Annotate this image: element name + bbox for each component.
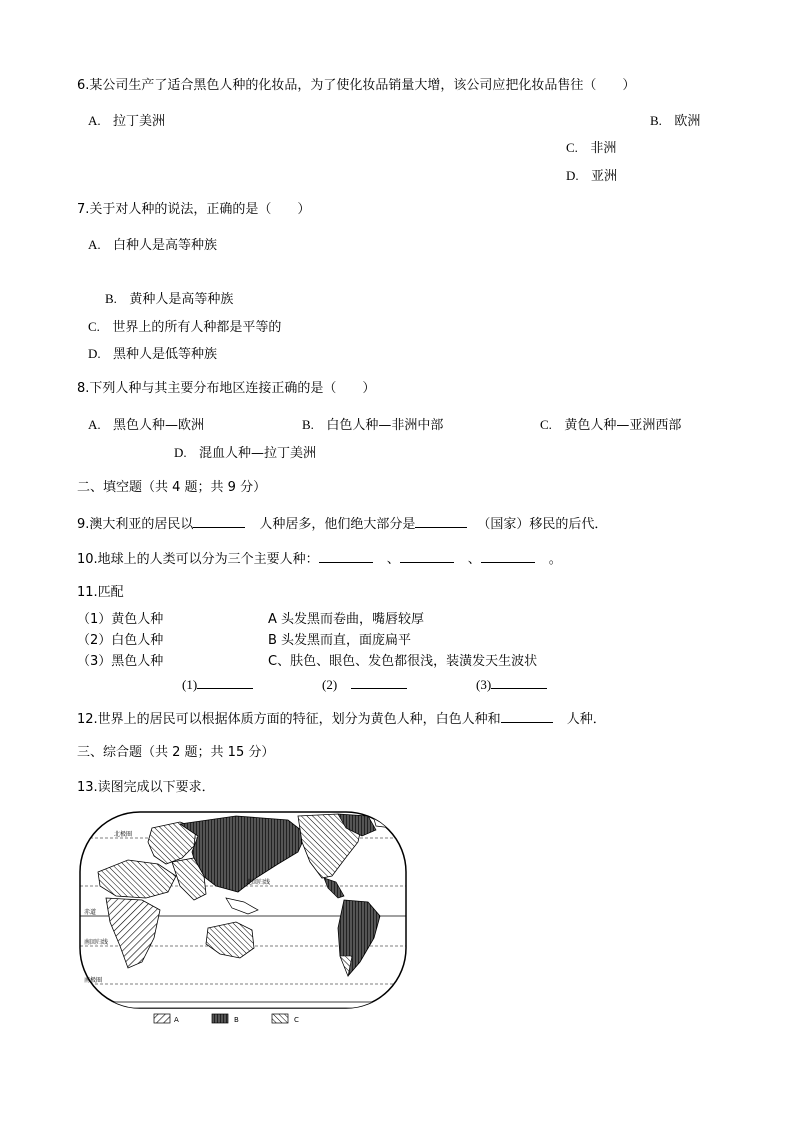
q11-left-1: （1）黄色人种: [77, 612, 164, 627]
legend-swatch-a: [154, 1014, 170, 1023]
q11-left-2: （2）白色人种: [77, 633, 164, 648]
q8-option-b[interactable]: [302, 417, 443, 434]
q6-option-d[interactable]: [566, 168, 617, 185]
label-tropic-cancer: 北回归线: [246, 879, 271, 886]
q9-text-3: （国家）移民的后代．: [477, 517, 608, 532]
q7-option-b[interactable]: [105, 291, 233, 308]
q10-blank-1[interactable]: [319, 550, 373, 563]
q11-right-3: C、肤色、眼色、发色都很浅，装潢发天生波状: [268, 654, 538, 669]
section-heading-comprehensive: 三、综合题（共 2 题；共 15 分）: [77, 745, 275, 760]
option-letter: A.: [88, 237, 101, 252]
q11-answer-label: (2): [322, 677, 338, 692]
option-letter: C.: [540, 417, 552, 432]
q11-blank-2[interactable]: [351, 676, 407, 689]
q9-blank-1[interactable]: [193, 515, 245, 528]
label-arctic-circle: 北极圈: [114, 831, 133, 838]
q7-option-d[interactable]: [88, 346, 217, 363]
q12-text-1: 12.世界上的居民可以根据体质方面的特征，划分为黄色人种，白色人种和: [77, 712, 501, 727]
q10-separator: 、: [467, 552, 481, 567]
q12-blank[interactable]: [501, 710, 553, 723]
option-letter: C.: [88, 319, 100, 334]
section-heading-fill-blank: 二、填空题（共 4 题；共 9 分）: [77, 480, 267, 495]
q11-answer-3: [476, 676, 547, 694]
option-text: 混血人种—拉丁美洲: [199, 446, 317, 461]
option-letter: D.: [88, 346, 101, 361]
legend-label-b: B: [234, 1016, 239, 1024]
q11-answer-label: (3): [476, 677, 492, 692]
option-letter: D.: [566, 168, 579, 183]
q11-blank-1[interactable]: [197, 676, 253, 689]
q7-option-c[interactable]: [88, 319, 281, 336]
q11-left-3: （3）黑色人种: [77, 654, 164, 669]
q10-blank-2[interactable]: [400, 550, 454, 563]
option-text: 黄色人种—亚洲西部: [564, 418, 682, 433]
q10-line: [77, 550, 562, 568]
legend-label-c: C: [294, 1016, 299, 1024]
label-antarctic-circle: 南极圈: [84, 977, 103, 984]
option-text: 白色人种—非洲中部: [326, 418, 444, 433]
option-text: 黑色人种—欧洲: [113, 418, 205, 433]
q11-title: 11.匹配: [77, 585, 124, 600]
option-text: 亚洲: [591, 169, 618, 184]
option-text: 白种人是高等种族: [113, 238, 218, 253]
option-letter: C.: [566, 140, 578, 155]
q12-line: [77, 710, 606, 728]
q8-stem: 8.下列人种与其主要分布地区连接正确的是（ ）: [77, 381, 376, 396]
q10-end: 。: [548, 552, 562, 567]
q6-option-c[interactable]: [566, 140, 616, 157]
q13-stem: 13.读图完成以下要求．: [77, 780, 215, 795]
label-equator: 赤道: [84, 909, 97, 916]
q11-blank-3[interactable]: [491, 676, 547, 689]
q10-blank-3[interactable]: [481, 550, 535, 563]
option-letter: A.: [88, 113, 101, 128]
option-letter: B.: [105, 291, 117, 306]
q10-separator: 、: [386, 552, 400, 567]
q6-option-a[interactable]: [88, 113, 165, 130]
q11-answer-2: [322, 676, 407, 694]
q11-answer-label: (1): [182, 677, 198, 692]
q8-option-d[interactable]: [174, 445, 316, 462]
q11-right-1: A 头发黑而卷曲，嘴唇较厚: [268, 612, 425, 627]
legend-label-a: A: [174, 1016, 179, 1024]
q11-right-2: B 头发黑而直，面庞扁平: [268, 633, 412, 648]
q9-line: [77, 515, 607, 533]
q12-text-2: 人种．: [566, 712, 606, 727]
option-letter: A.: [88, 417, 101, 432]
option-text: 非洲: [590, 141, 617, 156]
option-text: 世界上的所有人种都是平等的: [112, 320, 282, 335]
legend-swatch-b: [212, 1014, 228, 1023]
legend-swatch-c: [272, 1014, 288, 1023]
option-text: 欧洲: [674, 114, 701, 129]
q9-text-1: 9.澳大利亚的居民以: [77, 517, 194, 532]
option-text: 拉丁美洲: [113, 114, 166, 129]
option-letter: D.: [174, 445, 187, 460]
option-text: 黑种人是低等种族: [113, 347, 218, 362]
q8-option-c[interactable]: [540, 417, 681, 434]
world-race-distribution-map: [76, 806, 412, 1032]
q9-text-2: 人种居多，他们绝大部分是: [259, 517, 416, 532]
q6-option-b[interactable]: [650, 113, 700, 130]
q10-text: 10.地球上的人类可以分为三个主要人种：: [77, 552, 319, 567]
option-letter: B.: [302, 417, 314, 432]
q6-stem: 6.某公司生产了适合黑色人种的化妆品，为了使化妆品销量大增，该公司应把化妆品售往（ ）: [77, 78, 636, 93]
option-text: 黄种人是高等种族: [129, 292, 234, 307]
label-tropic-capricorn: 南回归线: [84, 939, 109, 946]
q8-option-a[interactable]: [88, 417, 204, 434]
q7-stem: 7.关于对人种的说法，正确的是（ ）: [77, 202, 311, 217]
q9-blank-2[interactable]: [415, 515, 467, 528]
q11-answer-1: [182, 676, 253, 694]
option-letter: B.: [650, 113, 662, 128]
q7-option-a[interactable]: [88, 237, 217, 254]
